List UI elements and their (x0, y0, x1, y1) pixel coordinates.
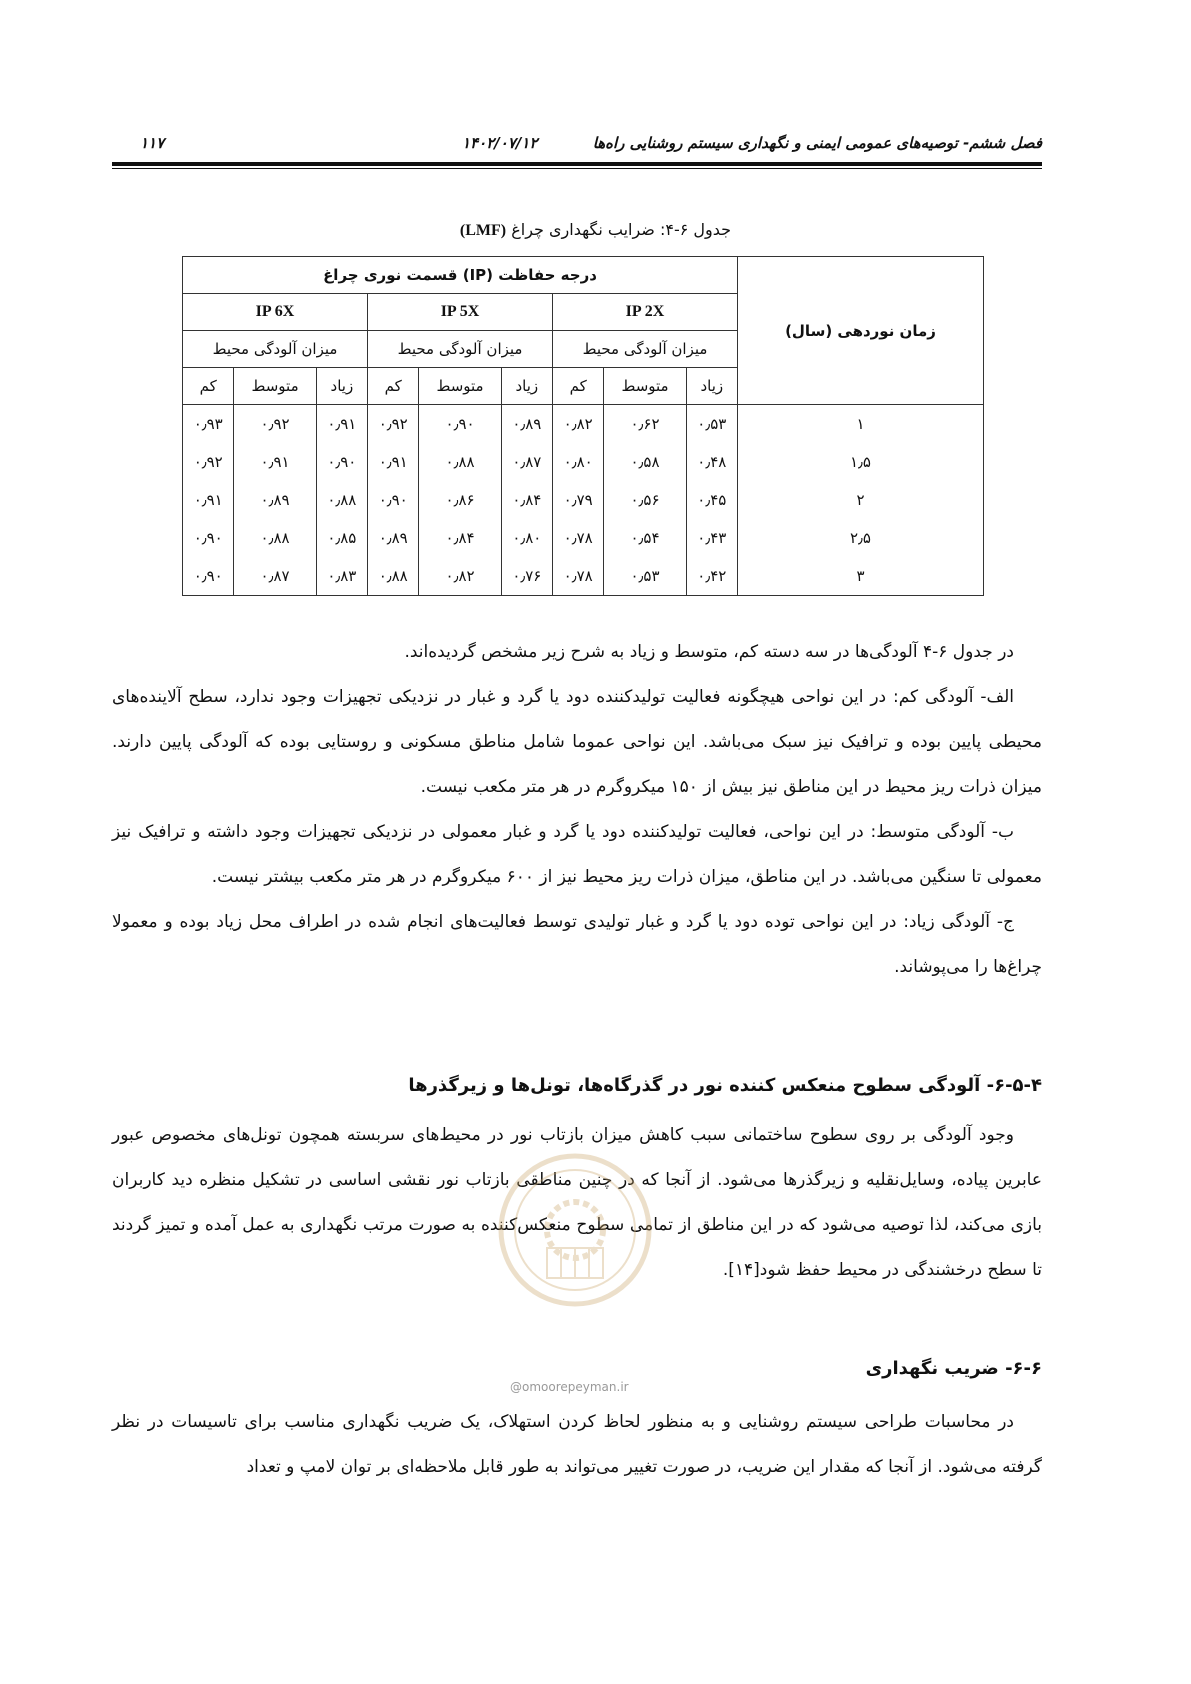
year-cell: ۳ (738, 557, 984, 596)
ip-header: درجه حفاظت (IP) قسمت نوری چراغ (183, 257, 738, 294)
page-header (112, 128, 1042, 158)
lmf-value-cell: ۰٫۴۵ (686, 481, 737, 519)
lmf-value-cell: ۰٫۷۸ (553, 557, 604, 596)
pollution-section (112, 630, 1042, 990)
lmf-value-cell: ۰٫۸۲ (419, 557, 501, 596)
lmf-value-cell: ۰٫۸۰ (501, 519, 552, 557)
pollution-label: میزان آلودگی محیط (553, 331, 738, 368)
caption-code: (LMF) (459, 222, 507, 239)
table-row (183, 443, 984, 481)
lmf-value-cell: ۰٫۹۰ (316, 443, 367, 481)
header-rule (112, 162, 1042, 166)
lmf-value-cell: ۰٫۹۰ (183, 519, 234, 557)
lmf-value-cell: ۰٫۵۶ (604, 481, 686, 519)
pollution-label: میزان آلودگی محیط (368, 331, 553, 368)
level-cell: کم (553, 368, 604, 405)
table-row (183, 481, 984, 519)
lmf-value-cell: ۰٫۸۶ (419, 481, 501, 519)
year-cell: ۱ (738, 405, 984, 444)
lmf-value-cell: ۰٫۸۸ (419, 443, 501, 481)
table-body (183, 405, 984, 596)
watermark-handle: @omoorepeyman.ir (510, 1380, 629, 1394)
maintenance-section (112, 1400, 1042, 1490)
lmf-value-cell: ۰٫۷۶ (501, 557, 552, 596)
lmf-value-cell: ۰٫۸۹ (501, 405, 552, 444)
group-ip2x: IP 2X (553, 294, 738, 331)
lmf-value-cell: ۰٫۸۴ (419, 519, 501, 557)
intro-paragraph: در جدول ۶-۴ آلودگی‌ها در سه دسته کم، متوسط و زیاد به شرح زیر مشخص گردیده‌اند. (404, 642, 1014, 662)
level-cell: کم (183, 368, 234, 405)
lmf-value-cell: ۰٫۵۸ (604, 443, 686, 481)
lmf-value-cell: ۰٫۹۰ (183, 557, 234, 596)
lmf-value-cell: ۰٫۸۸ (316, 481, 367, 519)
lmf-value-cell: ۰٫۷۸ (553, 519, 604, 557)
low-pollution-paragraph: الف- آلودگی کم: در این نواحی هیچگونه فعالیت تولیدکننده دود یا گرد و غبار در نزدیکی تجهیزات وجود ندارد، سطح آلاینده‌های محیطی پایین بوده و ترافیک نیز سبک می‌باشد. این نواحی عموما شامل مناطق مسکونی و روستایی بوده که آلودگی پایین دارند. میزان ذرات ریز محیط در این مناطق نیز بیش از ۱۵۰ میکروگرم در هر متر مکعب نیست. (112, 687, 1042, 797)
lmf-value-cell: ۰٫۸۹ (368, 519, 419, 557)
lmf-value-cell: ۰٫۹۰ (368, 481, 419, 519)
lmf-table (182, 256, 984, 596)
table-row (183, 519, 984, 557)
year-cell: ۲٫۵ (738, 519, 984, 557)
tunnels-paragraph: وجود آلودگی بر روی سطوح ساختمانی سبب کاهش میزان بازتاب نور در محیط‌های سربسته همچون تونل‌های مخصوص عبور عابرین پیاده، وسایل‌نقلیه و زیرگذرها می‌شود. از آنجا که در چنین مناطقی بازتاب نور نقشی اساسی در تشکیل منظره دید کاربران بازی می‌کند، لذا توصیه می‌شود که در این مناطق از تمامی سطوح منعکس‌کننده به صورت مرتب نگهداری به عمل آمده و تمیز گردند تا سطح درخشندگی در محیط حفظ شود[۱۴]. (112, 1125, 1042, 1280)
lmf-value-cell: ۰٫۹۱ (183, 481, 234, 519)
table-row (183, 405, 984, 444)
lmf-value-cell: ۰٫۹۳ (183, 405, 234, 444)
table-caption (0, 220, 1191, 240)
lmf-value-cell: ۰٫۹۱ (234, 443, 316, 481)
lmf-value-cell: ۰٫۸۲ (553, 405, 604, 444)
level-cell: زیاد (501, 368, 552, 405)
header-date: ۱۴۰۲/۰۷/۱۲ (462, 134, 538, 152)
lmf-value-cell: ۰٫۹۱ (316, 405, 367, 444)
maintenance-paragraph: در محاسبات طراحی سیستم روشنایی و به منظور لحاظ کردن استهلاک، یک ضریب نگهداری مناسب برای تاسیسات در نظر گرفته می‌شود. از آنجا که مقدار این ضریب، در صورت تغییر می‌تواند به طور قابل ملاحظه‌ای بر توان لامپ و تعداد (112, 1412, 1042, 1477)
lmf-value-cell: ۰٫۵۴ (604, 519, 686, 557)
section-heading-6-6: ۶-۶- ضریب نگهداری (865, 1358, 1042, 1379)
lmf-value-cell: ۰٫۹۲ (234, 405, 316, 444)
lmf-value-cell: ۰٫۸۳ (316, 557, 367, 596)
page-number: ۱۱۷ (140, 134, 165, 152)
level-cell: زیاد (686, 368, 737, 405)
lmf-value-cell: ۰٫۹۲ (368, 405, 419, 444)
level-cell: متوسط (419, 368, 501, 405)
year-cell: ۱٫۵ (738, 443, 984, 481)
level-cell: متوسط (234, 368, 316, 405)
lmf-value-cell: ۰٫۸۸ (234, 519, 316, 557)
year-header: زمان نوردهی (سال) (738, 257, 984, 405)
lmf-value-cell: ۰٫۸۷ (501, 443, 552, 481)
lmf-value-cell: ۰٫۸۸ (368, 557, 419, 596)
section-heading-6-5-4: ۶-۵-۴- آلودگی سطوح منعکس کننده نور در گذرگاه‌ها، تونل‌ها و زیرگذرها (408, 1075, 1042, 1096)
lmf-value-cell: ۰٫۴۸ (686, 443, 737, 481)
lmf-value-cell: ۰٫۶۲ (604, 405, 686, 444)
table-row (183, 557, 984, 596)
caption-text: جدول ۶-۴: ضرایب نگهداری چراغ (511, 220, 732, 239)
group-ip6x: IP 6X (183, 294, 368, 331)
lmf-value-cell: ۰٫۸۹ (234, 481, 316, 519)
lmf-value-cell: ۰٫۹۲ (183, 443, 234, 481)
header-rule-thin (112, 168, 1042, 169)
watermark-seal (495, 1150, 655, 1310)
high-pollution-paragraph: ج- آلودگی زیاد: در این نواحی توده دود یا گرد و غبار تولیدی توسط فعالیت‌های انجام شده در اطراف محل زیاد بوده و معمولا چراغ‌ها را می‌پوشاند. (112, 912, 1042, 977)
lmf-value-cell: ۰٫۴۲ (686, 557, 737, 596)
lmf-value-cell: ۰٫۸۴ (501, 481, 552, 519)
level-cell: متوسط (604, 368, 686, 405)
lmf-value-cell: ۰٫۹۱ (368, 443, 419, 481)
medium-pollution-paragraph: ب- آلودگی متوسط: در این نواحی، فعالیت تولیدکننده دود یا گرد و غبار معمولی در نزدیکی تجهیزات وجود داشته و ترافیک نیز معمولی تا سنگین می‌باشد. در این مناطق، میزان ذرات ریز محیط نیز از ۶۰۰ میکروگرم در هر متر مکعب بیشتر نیست. (112, 822, 1042, 887)
lmf-value-cell: ۰٫۴۳ (686, 519, 737, 557)
group-ip5x: IP 5X (368, 294, 553, 331)
lmf-value-cell: ۰٫۸۵ (316, 519, 367, 557)
year-cell: ۲ (738, 481, 984, 519)
lmf-value-cell: ۰٫۸۷ (234, 557, 316, 596)
level-cell: کم (368, 368, 419, 405)
lmf-value-cell: ۰٫۵۳ (604, 557, 686, 596)
lmf-value-cell: ۰٫۹۰ (419, 405, 501, 444)
lmf-value-cell: ۰٫۵۳ (686, 405, 737, 444)
lmf-value-cell: ۰٫۸۰ (553, 443, 604, 481)
level-cell: زیاد (316, 368, 367, 405)
lmf-value-cell: ۰٫۷۹ (553, 481, 604, 519)
pollution-label: میزان آلودگی محیط (183, 331, 368, 368)
chapter-title: فصل ششم- توصیه‌های عمومی ایمنی و نگهداری سیستم روشنایی راه‌ها (592, 134, 1042, 152)
